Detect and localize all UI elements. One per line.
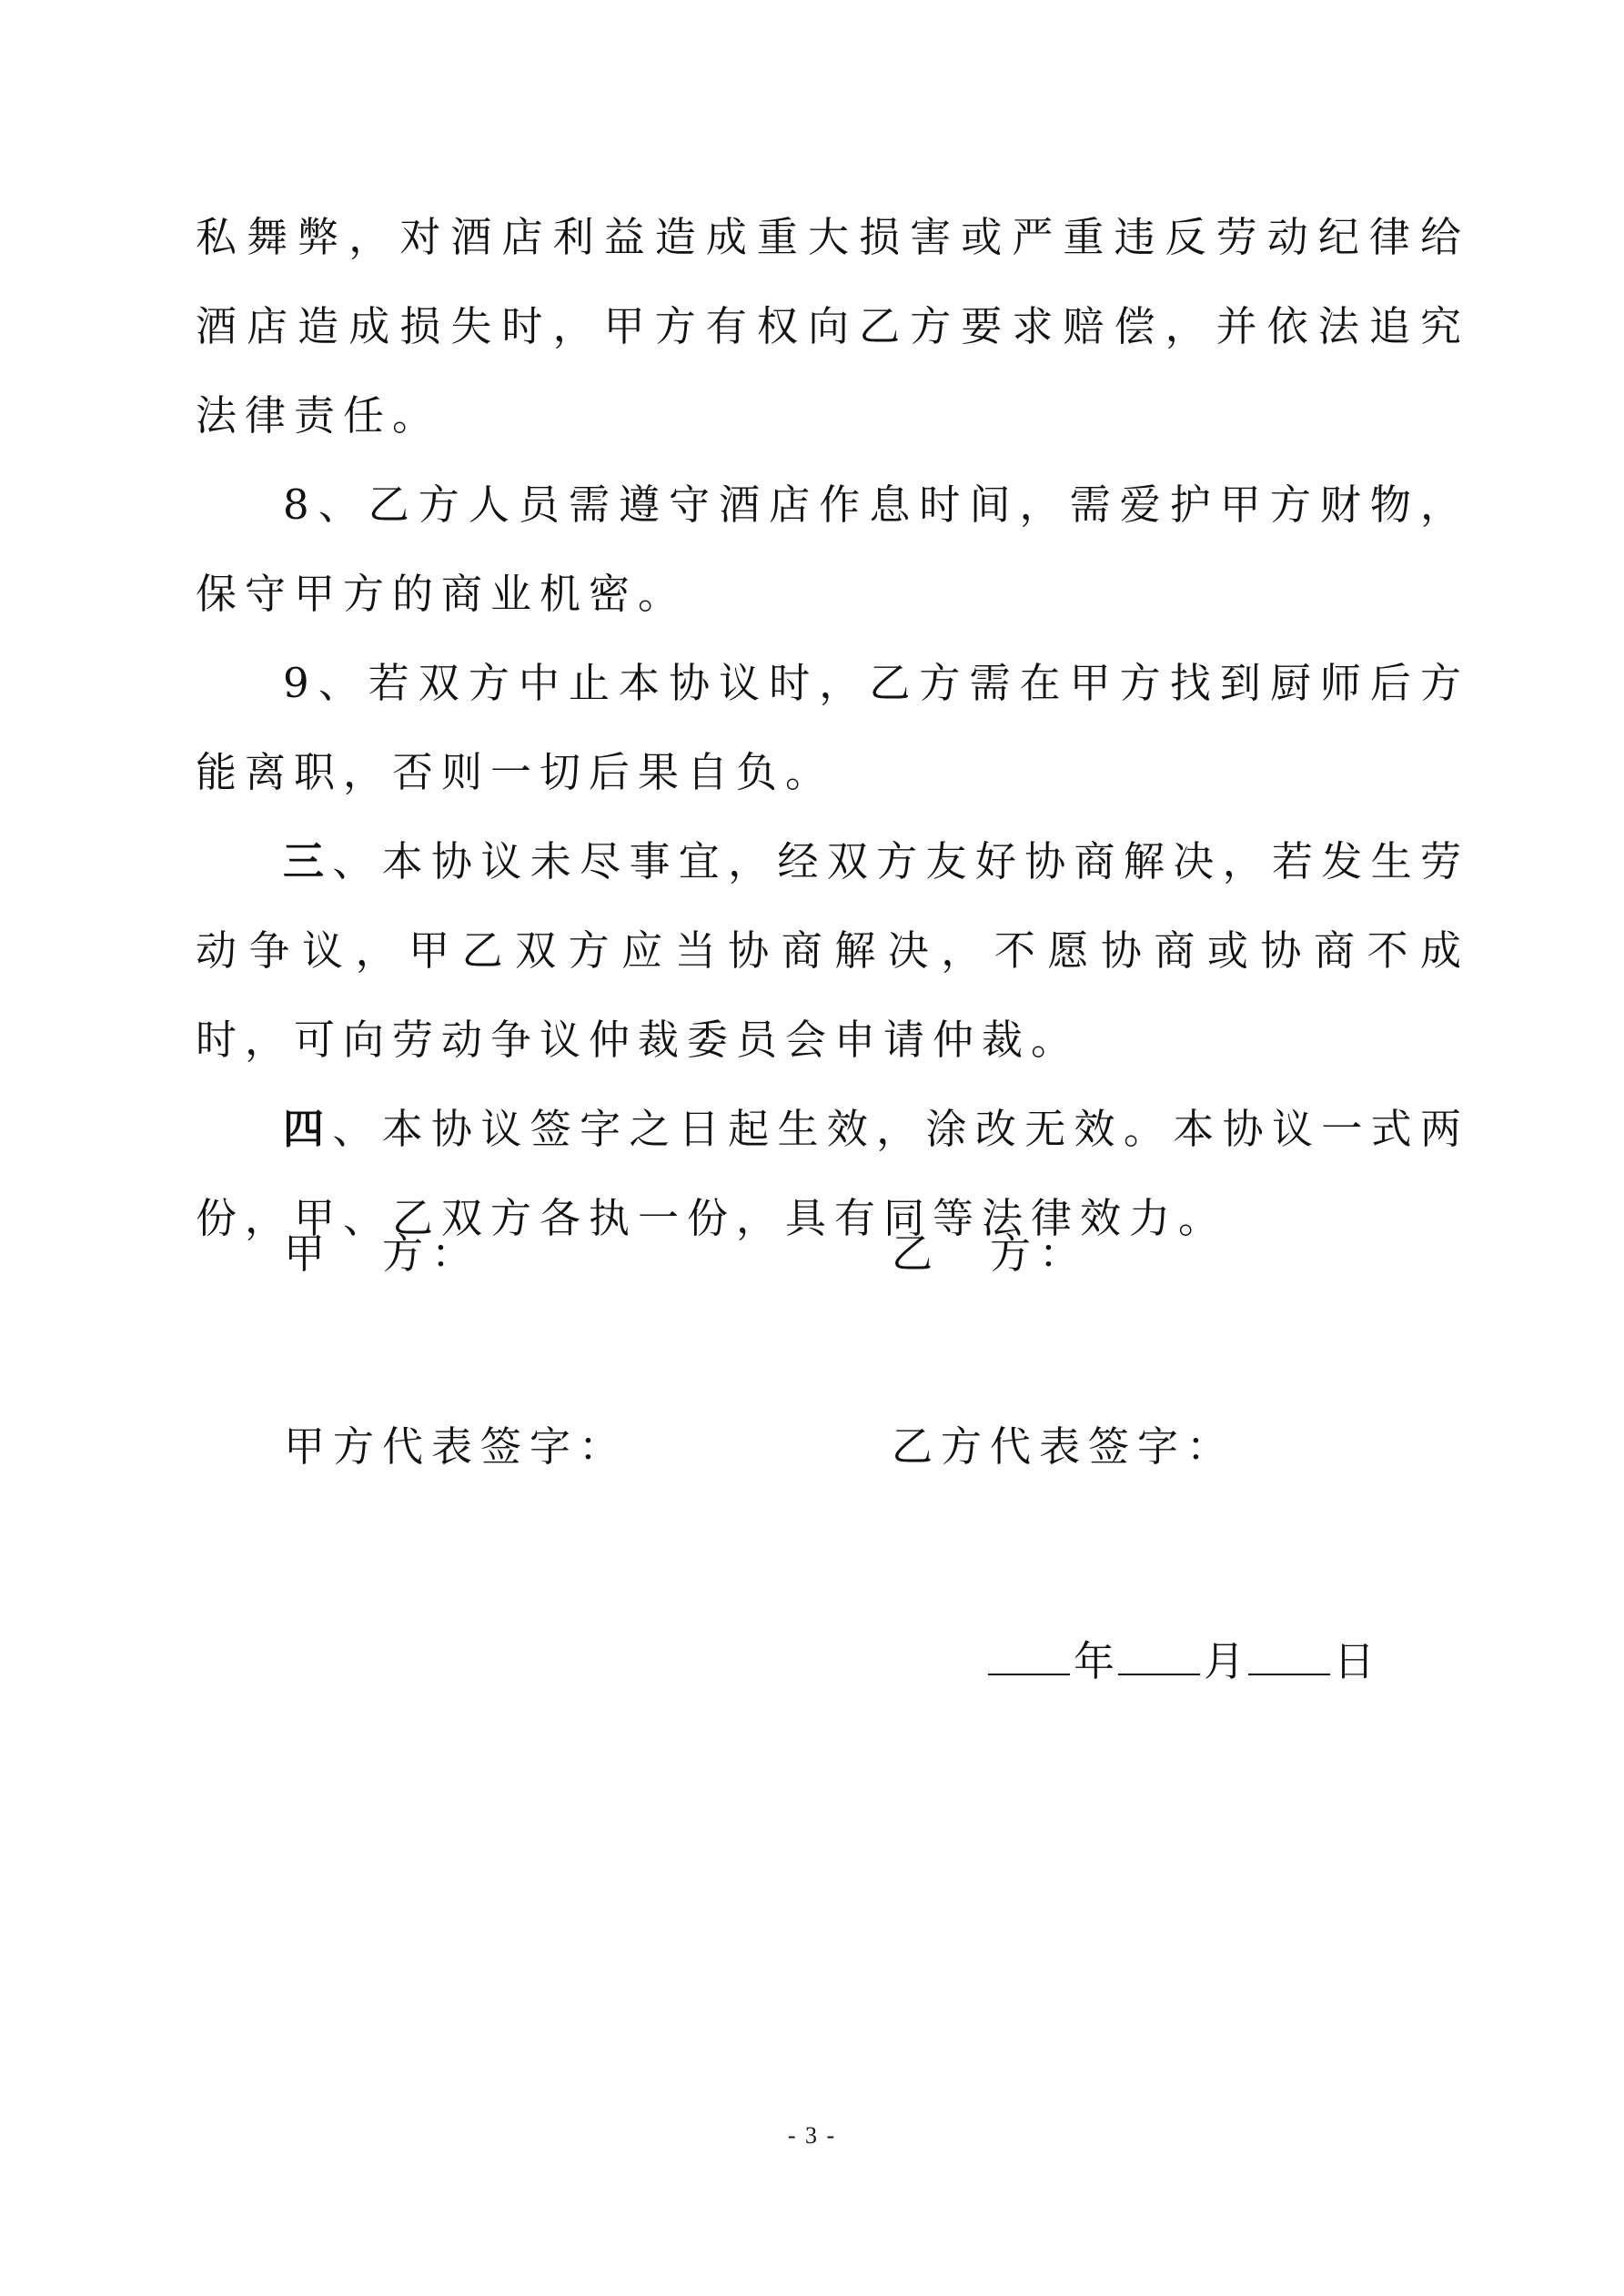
party-b-label: 乙 方： [892,1229,1089,1278]
day-label: 日 [1334,1637,1376,1685]
month-label: 月 [1204,1637,1246,1685]
paragraph-text: 、本协议未尽事宜，经双方友好协商解决，若发生劳动争议，甲乙双方应当协商解决，不愿协商或协商不成时，可向劳动争议仲裁委员会申请仲裁。 [196,837,1469,1064]
paragraph-text: 8、乙方人员需遵守酒店作息时间，需爱护甲方财物，保守甲方的商业机密。 [196,480,1469,618]
party-a-signature-label: 甲方代表签字： [284,1422,629,1471]
paragraph-continuation [196,193,1469,460]
paragraph-text: 私舞弊，对酒店利益造成重大损害或严重违反劳动纪律给酒店造成损失时，甲方有权向乙方要求赔偿，并依法追究法律责任。 [196,213,1469,440]
paragraph-text: 9、若双方中止本协议时，乙方需在甲方找到厨师后方能离职，否则一切后果自负。 [196,659,1469,796]
page-number: - 3 - [787,2122,837,2149]
section-number: 三 [283,837,333,885]
paragraph-section-3 [196,817,1469,1085]
day-blank [1248,1633,1330,1675]
year-blank [988,1633,1070,1675]
section-number: 四 [283,1105,333,1153]
month-blank [1118,1633,1200,1675]
paragraph-clause-9 [196,639,1469,817]
agreement-body [196,193,1469,1263]
paragraph-text: 、本协议签字之日起生效，涂改无效。本协议一式两份，甲、乙双方各执一份，具有同等法律效力。 [196,1105,1469,1242]
party-a-label: 甲 方： [284,1229,481,1278]
party-b-signature-label: 乙方代表签字： [892,1422,1236,1471]
signing-date [984,1633,1375,1689]
paragraph-clause-8 [196,460,1469,639]
year-label: 年 [1074,1637,1115,1685]
